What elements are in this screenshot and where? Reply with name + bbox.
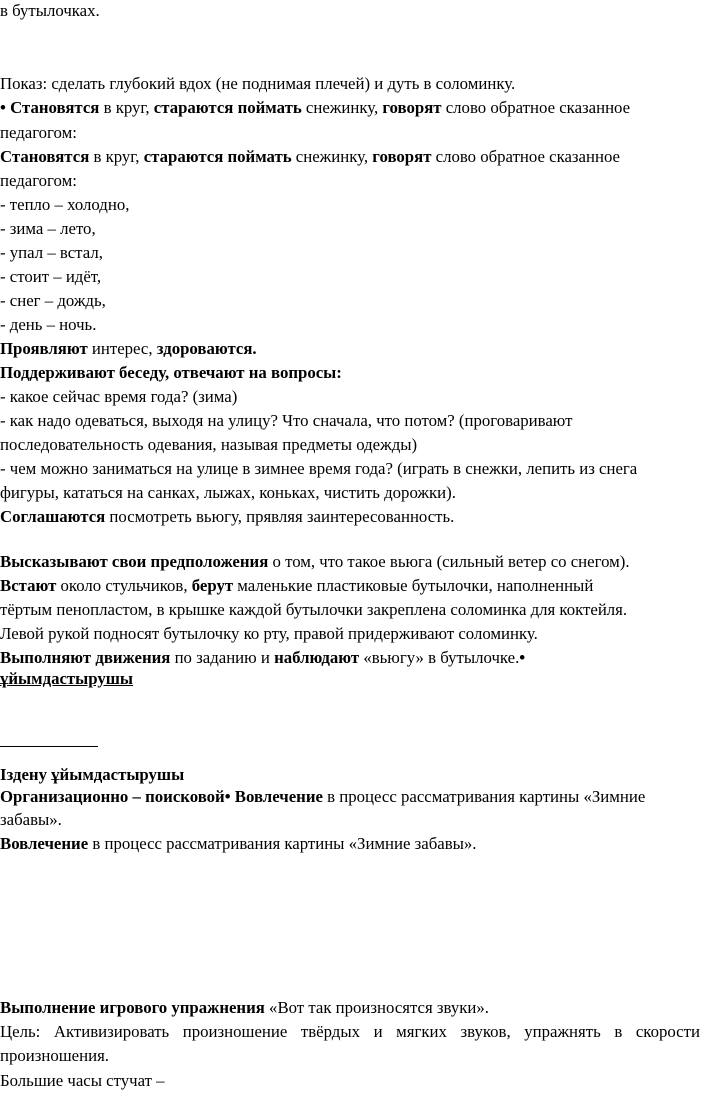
text-line: Выполнение игрового упражнения «Вот так произносятся звуки».: [0, 998, 489, 1017]
list-item: - зима – лето,: [0, 219, 96, 238]
text-line: Левой рукой подносят бутылочку ко рту, правой придерживают соломинку.: [0, 624, 538, 643]
text-line: тёртым пенопластом, в крышке каждой бутылочки закреплена соломинка для коктейля.: [0, 600, 628, 619]
text-line: последовательность одевания, называя предметы одежды): [0, 435, 418, 454]
text-line: ұйымдастырушы: [0, 669, 134, 688]
text-line: педагогом:: [0, 171, 77, 190]
bullet-icon: •: [0, 98, 6, 117]
text-line: Становятся в круг, стараются поймать снежинку, говорят слово обратное сказанное: [0, 147, 621, 166]
list-item: - упал – встал,: [0, 243, 103, 262]
text-line: в бутылочках.: [0, 1, 100, 20]
text-line: Соглашаются посмотреть вьюгу, прявляя заинтересованность.: [0, 507, 455, 526]
justified-line: Цель: Активизировать произношение твёрдых и мягких звуков, упражнять в скорости: [0, 1022, 700, 1041]
bullet-icon: •: [519, 648, 526, 667]
text-line: Организационно – поисковой• Вовлечение в процесс рассматривания картины «Зимние: [0, 787, 646, 806]
text-line: произношения.: [0, 1046, 109, 1065]
text-line: Встают около стульчиков, берут маленькие пластиковые бутылочки, наполненный: [0, 576, 594, 595]
list-item: - чем можно заниматься на улице в зимнее время года? (играть в снежки, лепить из снега: [0, 459, 638, 478]
text-line: педагогом:: [0, 123, 77, 142]
list-item: - как надо одеваться, выходя на улицу? Что сначала, что потом? (проговаривают: [0, 411, 573, 430]
text-line: Вовлечение в процесс рассматривания картины «Зимние забавы».: [0, 834, 477, 853]
text-line: Выполняют движения по заданию и наблюдают «вьюгу» в бутылочке.•: [0, 648, 526, 667]
list-item: - какое сейчас время года? (зима): [0, 387, 238, 406]
text-line: Поддерживают беседу, отвечают на вопросы:: [0, 363, 342, 382]
list-item: - стоит – идёт,: [0, 267, 102, 286]
list-item: - день – ночь.: [0, 315, 97, 334]
list-item: - снег – дождь,: [0, 291, 106, 310]
text-line: Высказывают свои предположения о том, что такое вьюга (сильный ветер со снегом).: [0, 552, 630, 571]
bullet-icon: •: [224, 787, 231, 806]
text-line: • Становятся в круг, стараются поймать снежинку, говорят слово обратное сказанное: [0, 98, 631, 117]
text-line: Большие часы стучат –: [0, 1071, 165, 1090]
list-item: - тепло – холодно,: [0, 195, 130, 214]
text-line: фигуры, кататься на санках, лыжах, коньках, чистить дорожки).: [0, 483, 456, 502]
text-line: Показ: сделать глубокий вдох (не поднимая плечей) и дуть в соломинку.: [0, 74, 516, 93]
text-line: Іздену ұйымдастырушы: [0, 765, 185, 784]
text-line: Проявляют интерес, здороваются.: [0, 339, 257, 358]
text-line: забавы».: [0, 810, 62, 829]
footnote-separator: [0, 746, 98, 747]
